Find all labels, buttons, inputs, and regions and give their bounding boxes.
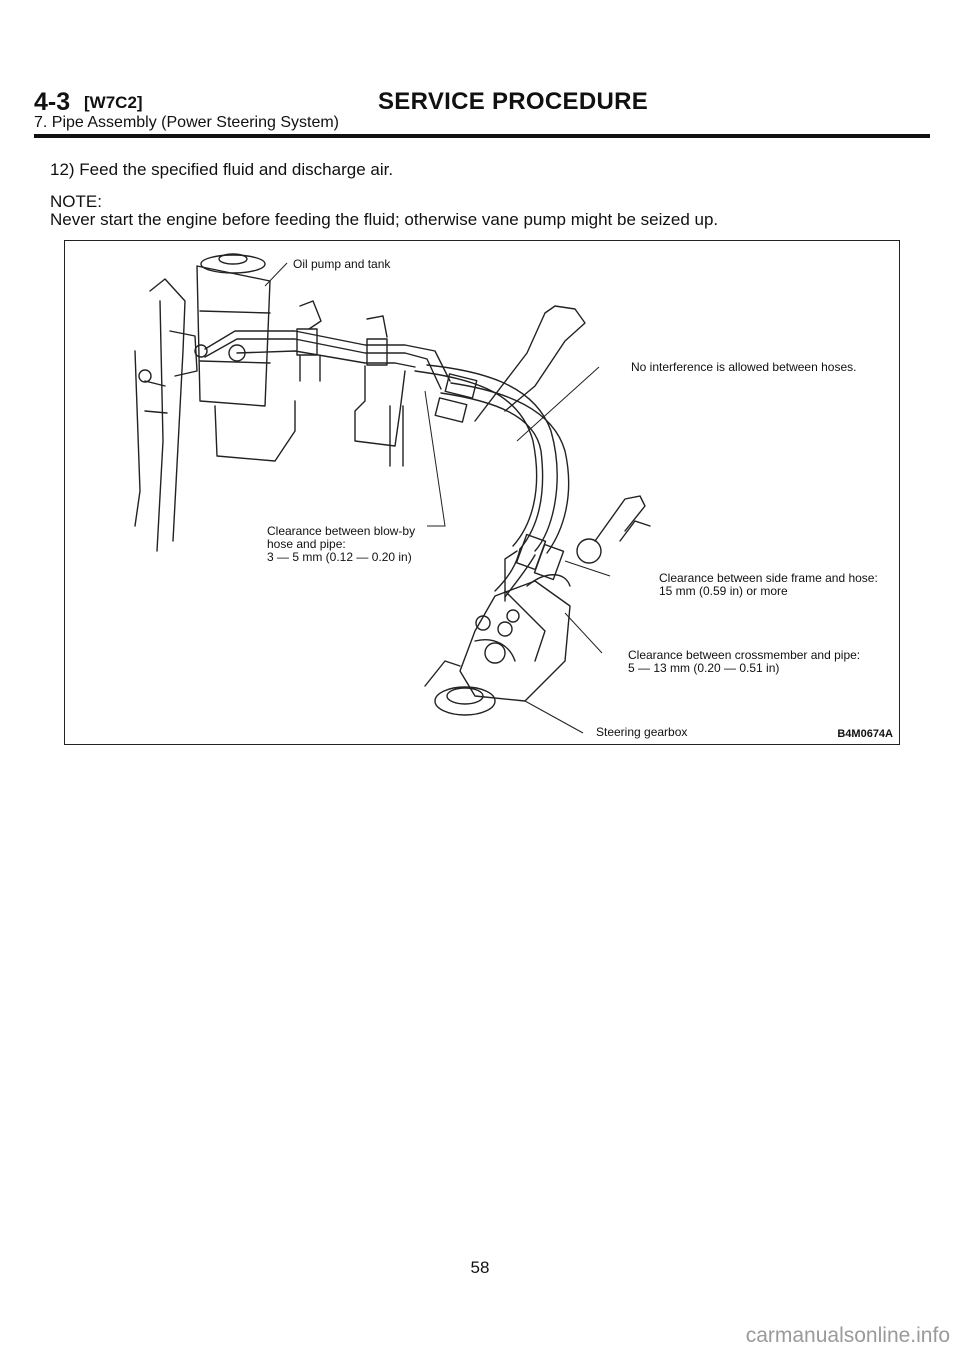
section-subtitle: 7. Pipe Assembly (Power Steering System) xyxy=(34,114,340,131)
callout-steering-gearbox: Steering gearbox xyxy=(596,725,688,739)
note-text: Never start the engine before feeding the fluid; otherwise vane pump might be seized up. xyxy=(50,210,719,229)
callout-oil-pump: Oil pump and tank xyxy=(293,257,391,271)
section-code: [W7C2] xyxy=(84,93,143,112)
callout-side-frame-clearance: Clearance between side frame and hose: 15 mm (0.59 in) or more xyxy=(659,571,878,598)
pipe-assembly-figure xyxy=(64,240,900,745)
header-rule xyxy=(34,134,930,138)
figure-id: B4M0674A xyxy=(837,728,893,740)
callout-crossmember-clearance: Clearance between crossmember and pipe: 5 — 13 mm (0.20 — 0.51 in) xyxy=(628,648,861,675)
page-header xyxy=(34,86,930,136)
callout-blowby-clearance: Clearance between blow-by hose and pipe: 3 — 5 mm (0.12 — 0.20 in) xyxy=(267,524,416,564)
watermark: carmanualsonline.info xyxy=(745,1324,950,1347)
page-number: 58 xyxy=(470,1258,490,1277)
note-label: NOTE: xyxy=(50,192,102,211)
procedure-step: 12) Feed the specified fluid and discharge air. xyxy=(50,160,394,179)
callout-no-interference: No interference is allowed between hoses. xyxy=(631,360,857,374)
section-number: 4-3 xyxy=(34,88,71,116)
section-title: SERVICE PROCEDURE xyxy=(378,88,649,115)
